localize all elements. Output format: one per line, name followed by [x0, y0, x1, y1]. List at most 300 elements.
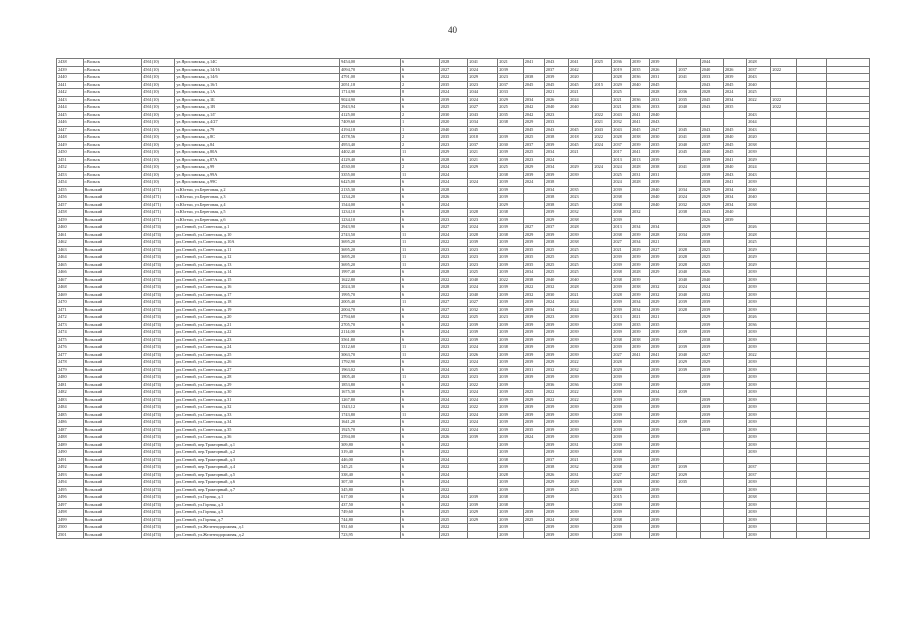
table-cell: 2039: [700, 419, 723, 427]
table-cell: 2039: [498, 194, 523, 202]
table-cell: Вольский: [83, 254, 142, 262]
table-cell: [826, 441, 869, 449]
table-cell: 6: [400, 434, 439, 442]
table-cell: 2023: [498, 314, 523, 322]
table-cell: 2039: [649, 531, 677, 539]
table-cell: [796, 74, 826, 82]
table-cell: 2033: [649, 96, 677, 104]
table-cell: [569, 111, 593, 119]
table-cell: 2039: [498, 336, 523, 344]
table-cell: 2039: [747, 336, 771, 344]
table-cell: [771, 336, 796, 344]
table-cell: [677, 524, 700, 532]
table-cell: 2029: [612, 366, 631, 374]
table-cell: 2034: [723, 201, 746, 209]
table-cell: 2: [400, 141, 439, 149]
table-cell: [826, 171, 869, 179]
table-cell: г.Вольск: [83, 164, 142, 172]
table-cell: 2039: [612, 381, 631, 389]
table-cell: 2022: [593, 111, 612, 119]
table-cell: 1997,40: [340, 269, 401, 277]
table-cell: 2039: [498, 216, 523, 224]
table-cell: [771, 381, 796, 389]
table-cell: 2039: [630, 344, 649, 352]
table-cell: [723, 464, 746, 472]
table-cell: 2039: [612, 411, 631, 419]
table-cell: 2039: [612, 216, 631, 224]
table-cell: [569, 156, 593, 164]
table-cell: 2040: [630, 81, 649, 89]
table-cell: 2025: [747, 89, 771, 97]
table-cell: [826, 366, 869, 374]
table-cell: 2025: [569, 269, 593, 277]
table-cell: 2028: [630, 179, 649, 187]
table-cell: 2022: [569, 359, 593, 367]
table-cell: [771, 494, 796, 502]
table-cell: Вольский: [83, 194, 142, 202]
table-cell: 2449: [57, 141, 84, 149]
table-row: [57, 74, 870, 82]
table-cell: [826, 149, 869, 157]
table-cell: [569, 179, 593, 187]
table-cell: 6: [400, 314, 439, 322]
table-cell: [700, 449, 723, 457]
table-cell: г.Вольск: [83, 119, 142, 127]
table-cell: [796, 179, 826, 187]
table-row: [57, 509, 870, 517]
table-cell: 2039: [649, 396, 677, 404]
table-cell: 2027: [468, 299, 498, 307]
table-cell: [826, 464, 869, 472]
table-cell: 2495: [57, 486, 84, 494]
table-cell: [771, 306, 796, 314]
table-cell: 2024: [439, 164, 468, 172]
table-cell: 2038: [498, 231, 523, 239]
table-cell: [593, 404, 612, 412]
table-cell: [796, 381, 826, 389]
table-cell: 2043: [723, 171, 746, 179]
table-cell: 2039: [723, 216, 746, 224]
table-cell: 2040: [747, 186, 771, 194]
table-cell: [796, 486, 826, 494]
table-cell: [593, 434, 612, 442]
table-cell: [796, 284, 826, 292]
table-cell: Вольский: [83, 186, 142, 194]
table-cell: Вольский: [83, 284, 142, 292]
table-cell: 2038: [630, 284, 649, 292]
table-cell: 338,40: [340, 471, 401, 479]
table-cell: [771, 509, 796, 517]
table-cell: 2039: [700, 344, 723, 352]
table-cell: [771, 299, 796, 307]
table-cell: 2035: [677, 479, 700, 487]
table-cell: п.Юлтхи, ул.Береговая, д.3: [175, 194, 340, 202]
table-cell: Вольский: [83, 329, 142, 337]
table-cell: 2038: [612, 194, 631, 202]
table-cell: 2041: [630, 119, 649, 127]
table-cell: [677, 456, 700, 464]
table-cell: 2018: [569, 134, 593, 142]
table-cell: [700, 524, 723, 532]
table-cell: 2035: [523, 246, 544, 254]
table-cell: 2023: [439, 374, 468, 382]
table-cell: 2027: [439, 66, 468, 74]
table-cell: 2039: [523, 344, 544, 352]
table-cell: 2490: [57, 449, 84, 457]
table-cell: [723, 59, 746, 67]
table-cell: [723, 306, 746, 314]
table-cell: [796, 306, 826, 314]
table-cell: [771, 126, 796, 134]
table-cell: [771, 479, 796, 487]
table-cell: 6: [400, 216, 439, 224]
table-cell: 2031: [649, 74, 677, 82]
table-cell: г.Вольск: [83, 149, 142, 157]
table-cell: 2026: [649, 66, 677, 74]
table-cell: 2037: [544, 456, 568, 464]
table-cell: 2025: [700, 254, 723, 262]
table-cell: [723, 321, 746, 329]
table-cell: 2024: [468, 66, 498, 74]
table-cell: 2030: [439, 111, 468, 119]
table-cell: [630, 441, 649, 449]
table-cell: 2028: [439, 209, 468, 217]
table-cell: 2028: [649, 231, 677, 239]
table-cell: 617,00: [340, 494, 401, 502]
table-cell: 6: [400, 516, 439, 524]
table-cell: [593, 359, 612, 367]
table-cell: 2022: [439, 321, 468, 329]
table-cell: [826, 231, 869, 239]
table-cell: [826, 194, 869, 202]
table-cell: 2037: [677, 66, 700, 74]
table-cell: 2035: [630, 321, 649, 329]
table-cell: 2024: [523, 434, 544, 442]
table-cell: [771, 194, 796, 202]
table-cell: [826, 179, 869, 187]
table-cell: 2039: [677, 464, 700, 472]
table-cell: [771, 359, 796, 367]
table-cell: 2039: [612, 396, 631, 404]
table-cell: 1743,80: [340, 411, 401, 419]
table-cell: 2039: [649, 426, 677, 434]
table-cell: 4561(474): [142, 419, 175, 427]
table-cell: [796, 89, 826, 97]
table-cell: 4561(474): [142, 321, 175, 329]
table-cell: [796, 396, 826, 404]
table-cell: [677, 404, 700, 412]
table-cell: 2039: [612, 434, 631, 442]
table-cell: Вольский: [83, 381, 142, 389]
table-cell: 2024: [468, 426, 498, 434]
table-cell: 2461: [57, 231, 84, 239]
table-cell: 2025: [439, 516, 468, 524]
table-cell: 2039: [747, 344, 771, 352]
table-cell: [523, 479, 544, 487]
table-cell: ул.Ярославская, д.1А: [175, 89, 340, 97]
table-cell: 2039: [498, 134, 523, 142]
table-cell: [747, 209, 771, 217]
table-cell: 2039: [747, 479, 771, 487]
table-cell: 2033: [700, 74, 723, 82]
table-cell: [796, 479, 826, 487]
table-cell: 2029: [612, 81, 631, 89]
table-cell: 2040: [677, 291, 700, 299]
table-cell: г.Вольск: [83, 66, 142, 74]
table-cell: [677, 216, 700, 224]
table-cell: [523, 449, 544, 457]
table-cell: 2039: [468, 321, 498, 329]
table-cell: 2043: [544, 59, 568, 67]
table-cell: [826, 344, 869, 352]
table-cell: 2039: [498, 404, 523, 412]
table-cell: 931,60: [340, 524, 401, 532]
table-cell: 2038: [523, 74, 544, 82]
table-cell: 7409,60: [340, 119, 401, 127]
table-cell: 345,21: [340, 464, 401, 472]
table-cell: [771, 186, 796, 194]
table-cell: [796, 119, 826, 127]
table-cell: 2477: [57, 351, 84, 359]
table-cell: 2463: [57, 246, 84, 254]
table-cell: 2036: [569, 381, 593, 389]
table-cell: 2028: [439, 269, 468, 277]
table-cell: 1: [400, 126, 439, 134]
table-cell: 2039: [612, 261, 631, 269]
table-cell: 2039: [649, 411, 677, 419]
table-cell: 2029: [700, 201, 723, 209]
table-cell: 2456: [57, 194, 84, 202]
table-cell: п.Юлтхи, ул.Береговая, д.6: [175, 216, 340, 224]
table-cell: [826, 89, 869, 97]
table-cell: 2039: [498, 254, 523, 262]
table-cell: 2028: [677, 306, 700, 314]
table-cell: 2039: [498, 486, 523, 494]
table-cell: Вольский: [83, 344, 142, 352]
table-cell: [723, 284, 746, 292]
table-cell: 2021: [612, 104, 631, 112]
table-cell: 2043: [468, 111, 498, 119]
table-cell: [723, 381, 746, 389]
table-cell: 1234,10: [340, 209, 401, 217]
table-cell: 4561(474): [142, 411, 175, 419]
table-cell: [723, 471, 746, 479]
table-cell: 2039: [569, 231, 593, 239]
table-cell: Вольский: [83, 351, 142, 359]
table-cell: 2044: [700, 59, 723, 67]
table-cell: 2029: [439, 149, 468, 157]
table-cell: [771, 464, 796, 472]
table-cell: [771, 59, 796, 67]
table-cell: 11: [400, 374, 439, 382]
table-cell: 2029: [523, 231, 544, 239]
table-cell: 2026: [439, 434, 468, 442]
table-cell: рп.Сенной, пер.Тракторный, д.4: [175, 464, 340, 472]
table-cell: 2013: [612, 224, 631, 232]
table-cell: 2022: [747, 351, 771, 359]
table-cell: [630, 516, 649, 524]
table-cell: ул.Ярославская, д.99А: [175, 171, 340, 179]
table-row: [57, 186, 870, 194]
table-cell: 2039: [747, 366, 771, 374]
table-row: [57, 434, 870, 442]
table-cell: 4561(474): [142, 441, 175, 449]
table-cell: 2031: [569, 441, 593, 449]
table-cell: 2032: [649, 284, 677, 292]
table-cell: 2025: [569, 246, 593, 254]
table-cell: 2029: [498, 96, 523, 104]
table-row: [57, 471, 870, 479]
table-cell: 2022: [439, 419, 468, 427]
table-cell: 2028: [649, 89, 677, 97]
table-cell: рп.Сенной, ул.Советская, д.17: [175, 291, 340, 299]
table-cell: [593, 516, 612, 524]
table-cell: 2039: [649, 509, 677, 517]
table-cell: [593, 96, 612, 104]
table-cell: г.Вольск: [83, 111, 142, 119]
table-cell: 2026: [468, 351, 498, 359]
table-cell: п.Юлтхи, ул.Береговая, д.5: [175, 209, 340, 217]
table-cell: 2031: [523, 366, 544, 374]
table-cell: 2036: [630, 74, 649, 82]
table-cell: 4561(10): [142, 119, 175, 127]
table-cell: [569, 494, 593, 502]
table-cell: 2039: [498, 509, 523, 517]
table-cell: [771, 254, 796, 262]
table-cell: [523, 531, 544, 539]
table-cell: 2040: [468, 291, 498, 299]
table-cell: 2482: [57, 389, 84, 397]
table-cell: 2486: [57, 419, 84, 427]
table-cell: [593, 246, 612, 254]
table-cell: 2034: [723, 96, 746, 104]
table-cell: 3695,20: [340, 261, 401, 269]
table-cell: 4561(471): [142, 194, 175, 202]
table-cell: [700, 471, 723, 479]
table-cell: 2035: [523, 254, 544, 262]
table-cell: 2027: [523, 224, 544, 232]
table-cell: [771, 291, 796, 299]
table-cell: 2039: [498, 224, 523, 232]
table-cell: рп.Сенной, ул.Горная, д.7: [175, 516, 340, 524]
table-cell: 2034: [630, 239, 649, 247]
table-cell: [796, 269, 826, 277]
table-cell: [796, 261, 826, 269]
table-cell: 2457: [57, 201, 84, 209]
table-cell: 2022: [439, 74, 468, 82]
table-cell: 2040: [649, 111, 677, 119]
table-cell: 2043: [747, 74, 771, 82]
table-cell: 2035: [498, 111, 523, 119]
table-cell: [593, 261, 612, 269]
table-row: [57, 524, 870, 532]
table-cell: 2023: [569, 194, 593, 202]
table-cell: 2040: [439, 126, 468, 134]
table-cell: [796, 456, 826, 464]
table-cell: 4561(474): [142, 449, 175, 457]
table-cell: 2039: [677, 329, 700, 337]
table-cell: 11: [400, 299, 439, 307]
table-cell: [523, 66, 544, 74]
table-cell: [796, 509, 826, 517]
table-cell: [677, 441, 700, 449]
table-cell: [723, 239, 746, 247]
table-cell: [523, 194, 544, 202]
table-cell: 2040: [544, 276, 568, 284]
table-cell: 2039: [569, 329, 593, 337]
table-cell: [700, 509, 723, 517]
table-cell: 4561(10): [142, 74, 175, 82]
table-cell: 2488: [57, 434, 84, 442]
table-cell: 2025: [544, 261, 568, 269]
table-cell: 2023: [468, 261, 498, 269]
table-cell: 4561(474): [142, 261, 175, 269]
table-cell: 2039: [630, 291, 649, 299]
table-cell: 2446: [57, 119, 84, 127]
table-cell: 2038: [544, 179, 568, 187]
table-cell: [468, 524, 498, 532]
table-cell: 2041: [523, 59, 544, 67]
table-cell: 2020: [747, 134, 771, 142]
table-cell: 2039: [498, 359, 523, 367]
table-cell: 2043: [649, 119, 677, 127]
table-cell: 2024: [439, 396, 468, 404]
table-cell: 2454: [57, 179, 84, 187]
table-cell: рп.Сенной, ул.Советская, д.24: [175, 344, 340, 352]
table-cell: ул.Ярославская, д.84: [175, 141, 340, 149]
table-cell: [677, 374, 700, 382]
table-cell: 2039: [523, 314, 544, 322]
table-cell: рп.Сенной, ул.Советская, д.20: [175, 314, 340, 322]
table-cell: Вольский: [83, 224, 142, 232]
table-cell: 2022: [569, 396, 593, 404]
table-cell: [796, 276, 826, 284]
table-cell: 2041: [677, 74, 700, 82]
table-cell: 2039: [468, 494, 498, 502]
table-cell: Вольский: [83, 509, 142, 517]
table-cell: 2039: [612, 254, 631, 262]
table-cell: 4561(474): [142, 254, 175, 262]
table-cell: [677, 426, 700, 434]
table-cell: [677, 239, 700, 247]
table-row: [57, 419, 870, 427]
table-cell: 4094,70: [340, 66, 401, 74]
table-cell: 6: [400, 501, 439, 509]
table-cell: 2039: [612, 486, 631, 494]
table-cell: 2041: [630, 111, 649, 119]
table-cell: рп.Сенной, ул.Советская, д.35: [175, 426, 340, 434]
table-cell: [593, 426, 612, 434]
table-cell: [468, 486, 498, 494]
table-cell: [523, 381, 544, 389]
table-cell: 2028: [677, 246, 700, 254]
table-cell: [677, 494, 700, 502]
table-cell: [723, 389, 746, 397]
table-cell: 1675,30: [340, 389, 401, 397]
table-cell: 2499: [57, 516, 84, 524]
table-cell: 2501: [57, 531, 84, 539]
table-row: [57, 269, 870, 277]
table-cell: рп.Сенной, ул.Железнодорожная, д.2: [175, 531, 340, 539]
table-cell: 1805,40: [340, 374, 401, 382]
table-cell: 2039: [612, 299, 631, 307]
table-cell: [723, 501, 746, 509]
table-cell: 11: [400, 239, 439, 247]
table-cell: [771, 164, 796, 172]
table-cell: 2024: [439, 231, 468, 239]
table-cell: 2039: [747, 306, 771, 314]
table-cell: 2039: [649, 374, 677, 382]
